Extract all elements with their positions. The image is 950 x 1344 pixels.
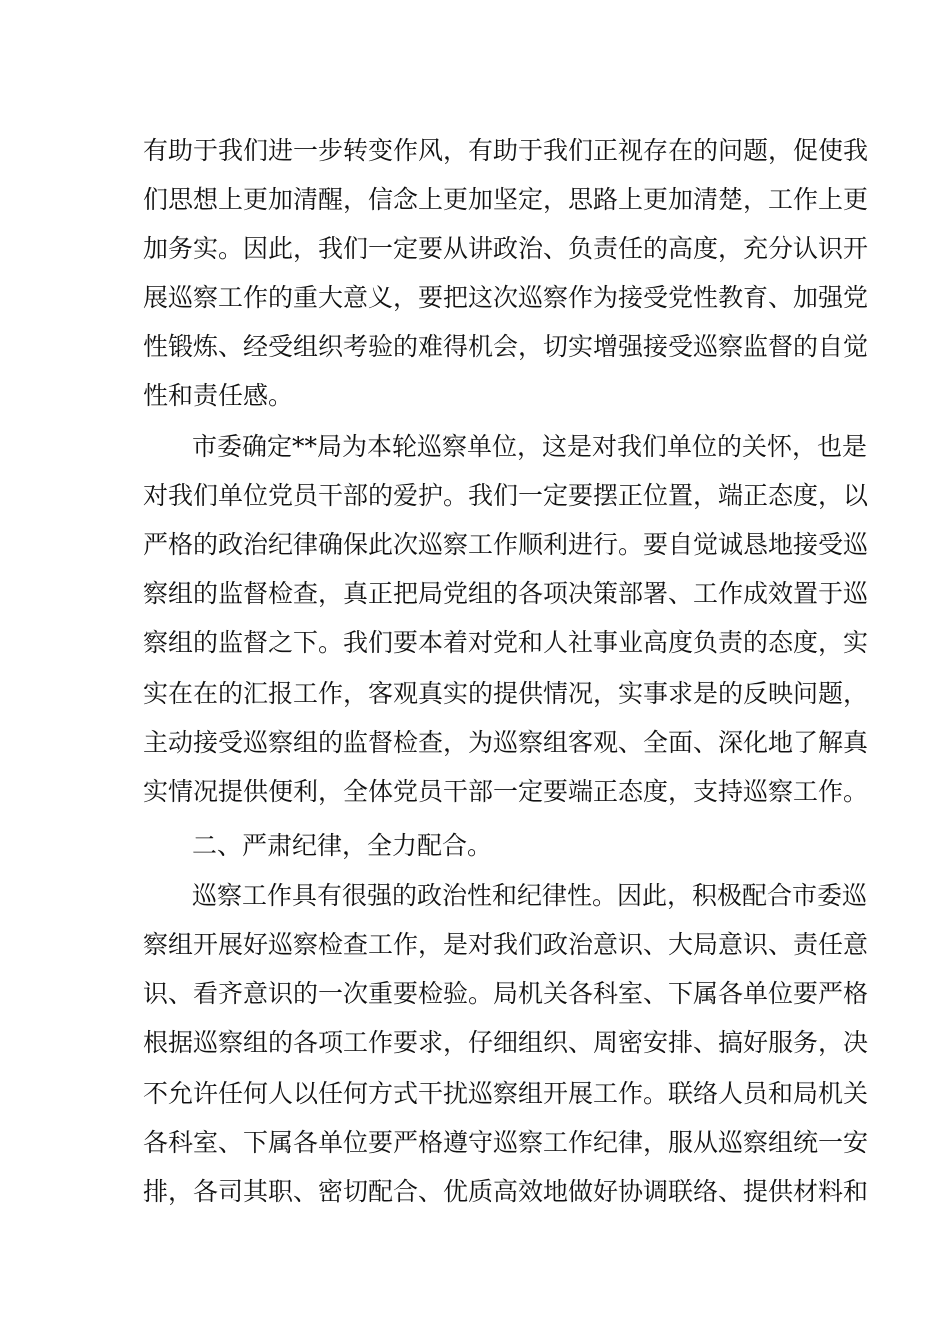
text-line: 对我们单位党员干部的爱护。我们一定要摆正位置，端正态度，以 (143, 481, 869, 510)
text-line: 各科室、下属各单位要严格遵守巡察工作纪律，服从巡察组统一安 (143, 1128, 869, 1157)
text-line: 根据巡察组的各项工作要求，仔细组织、周密安排、搞好服务，决 (143, 1028, 869, 1057)
text-line: 性锻炼、经受组织考验的难得机会，切实增强接受巡察监督的自觉 (143, 332, 869, 361)
text-line: 实在在的汇报工作，客观真实的提供情况，实事求是的反映问题， (143, 679, 869, 708)
text-line: 不允许任何人以任何方式干扰巡察组开展工作。联络人员和局机关 (143, 1079, 869, 1108)
text-line: 实情况提供便利，全体党员干部一定要端正态度，支持巡察工作。 (143, 777, 869, 806)
text-line: 们思想上更加清醒，信念上更加坚定，思路上更加清楚，工作上更 (143, 185, 869, 214)
text-line: 严格的政治纪律确保此次巡察工作顺利进行。要自觉诚恳地接受巡 (143, 530, 869, 559)
text-line: 巡察工作具有很强的政治性和纪律性。因此，积极配合市委巡 (192, 881, 868, 910)
section-heading: 二、严肃纪律，全力配合。 (192, 831, 493, 860)
text-line: 排，各司其职、密切配合、优质高效地做好协调联络、提供材料和 (143, 1177, 869, 1206)
text-line: 察组开展好巡察检查工作，是对我们政治意识、大局意识、责任意 (143, 930, 869, 959)
text-line: 性和责任感。 (143, 381, 294, 410)
text-line: 识、看齐意识的一次重要检验。局机关各科室、下属各单位要严格 (143, 979, 869, 1008)
text-line: 有助于我们进一步转变作风，有助于我们正视存在的问题，促使我 (143, 136, 869, 165)
text-line: 察组的监督检查，真正把局党组的各项决策部署、工作成效置于巡 (143, 579, 869, 608)
text-line: 主动接受巡察组的监督检查，为巡察组客观、全面、深化地了解真 (143, 728, 869, 757)
text-line: 市委确定**局为本轮巡察单位，这是对我们单位的关怀，也是 (192, 432, 868, 461)
text-line: 察组的监督之下。我们要本着对党和人社事业高度负责的态度，实 (143, 628, 869, 657)
text-line: 加务实。因此，我们一定要从讲政治、负责任的高度，充分认识开 (143, 234, 869, 263)
text-line: 展巡察工作的重大意义，要把这次巡察作为接受党性教育、加强党 (143, 283, 869, 312)
